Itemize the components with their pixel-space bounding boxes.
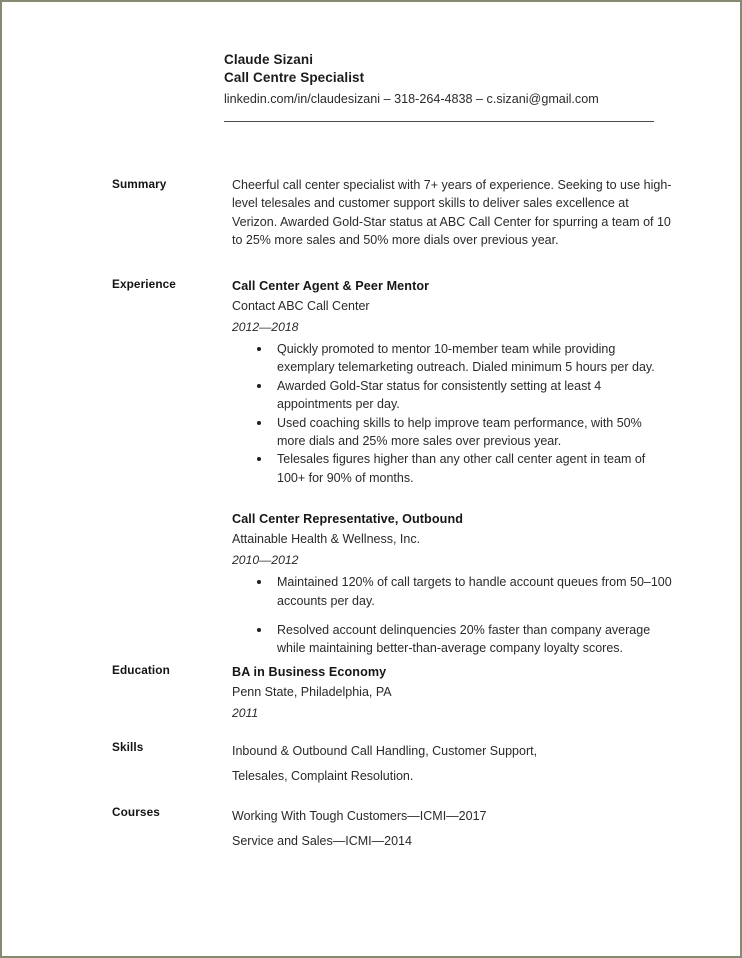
job-bullet-text: Resolved account delinquencies 20% faster than company average while maintaining better-than-average company loyalty scores. <box>277 623 651 656</box>
bullet-dot-icon <box>257 421 261 425</box>
job-organization: Attainable Health & Wellness, Inc. <box>232 532 421 547</box>
job-bullet-text: Telesales figures higher than any other call center agent in team of 100+ for 90% of months. <box>277 452 646 485</box>
experience-body <box>232 276 672 658</box>
education-degree: BA in Business Economy <box>232 665 387 679</box>
job-bullet <box>232 621 672 658</box>
candidate-job-title: Call Centre Specialist <box>224 70 365 85</box>
resume-sheet <box>5 5 737 953</box>
job-bullet <box>232 573 672 610</box>
summary-body <box>232 176 672 250</box>
header-divider <box>224 121 654 122</box>
job-title: Call Center Representative, Outbound <box>232 512 464 527</box>
job-bullet-text: Awarded Gold-Star status for consistently setting at least 4 appointments per day. <box>277 378 602 412</box>
bullet-dot-icon <box>257 628 261 632</box>
section-education <box>112 662 672 724</box>
skills-body <box>232 739 672 789</box>
bullet-dot-icon <box>257 580 261 584</box>
section-experience <box>112 276 672 669</box>
courses-line: Working With Tough Customers—ICMI—2017 <box>232 809 487 823</box>
bullet-dot-icon <box>257 347 261 351</box>
courses-body <box>232 804 672 854</box>
job-bullet-list <box>232 573 672 658</box>
job-bullet <box>232 340 672 377</box>
section-label-skills: Skills <box>112 740 144 754</box>
candidate-name: Claude Sizani <box>224 52 314 67</box>
section-label-education: Education <box>112 663 170 677</box>
bullet-dot-icon <box>257 457 261 461</box>
section-courses <box>112 804 672 854</box>
job-dates: 2010—2012 <box>232 553 299 568</box>
experience-entry <box>232 276 672 487</box>
courses-line: Service and Sales—ICMI—2014 <box>232 834 412 848</box>
section-summary <box>112 176 672 250</box>
resume-header <box>224 51 654 109</box>
job-bullet <box>232 450 672 487</box>
section-label-courses: Courses <box>112 805 160 819</box>
skills-line: Inbound & Outbound Call Handling, Customer Support, <box>232 744 538 758</box>
job-dates: 2012—2018 <box>232 320 299 334</box>
skills-line: Telesales, Complaint Resolution. <box>232 769 414 783</box>
job-bullet-list <box>232 340 672 487</box>
education-body <box>232 662 672 724</box>
job-bullet-text: Used coaching skills to help improve team performance, with 50% more dials and 25% more sales over previous year. <box>277 415 642 449</box>
job-bullet-text: Maintained 120% of call targets to handle account queues from 50–100 accounts per day. <box>277 575 672 608</box>
job-organization: Contact ABC Call Center <box>232 299 370 313</box>
experience-entry <box>232 509 672 658</box>
education-school: Penn State, Philadelphia, PA <box>232 685 392 699</box>
job-bullet-text: Quickly promoted to mentor 10-member team while providing exemplary telemarketing outreach. Dialed minimum 5 hours per day. <box>277 342 655 375</box>
bullet-dot-icon <box>257 384 261 388</box>
summary-text: Cheerful call center specialist with 7+ years of experience. Seeking to use high-level telesales and customer support skills to deliver sales excellence at Verizon. Awarded Gold-Star status at ABC Call Center for spurring a team of 10 to 25% more sales and 50% more dials over previous year. <box>232 178 672 248</box>
job-title: Call Center Agent & Peer Mentor <box>232 279 430 293</box>
section-skills <box>112 739 672 789</box>
job-bullet <box>232 414 672 451</box>
section-label-experience: Experience <box>112 277 176 291</box>
contact-info: linkedin.com/in/claudesizani – 318-264-4838 – c.sizani@gmail.com <box>224 92 599 106</box>
education-year: 2011 <box>232 706 259 720</box>
section-label-summary: Summary <box>112 177 167 191</box>
job-bullet <box>232 377 672 414</box>
